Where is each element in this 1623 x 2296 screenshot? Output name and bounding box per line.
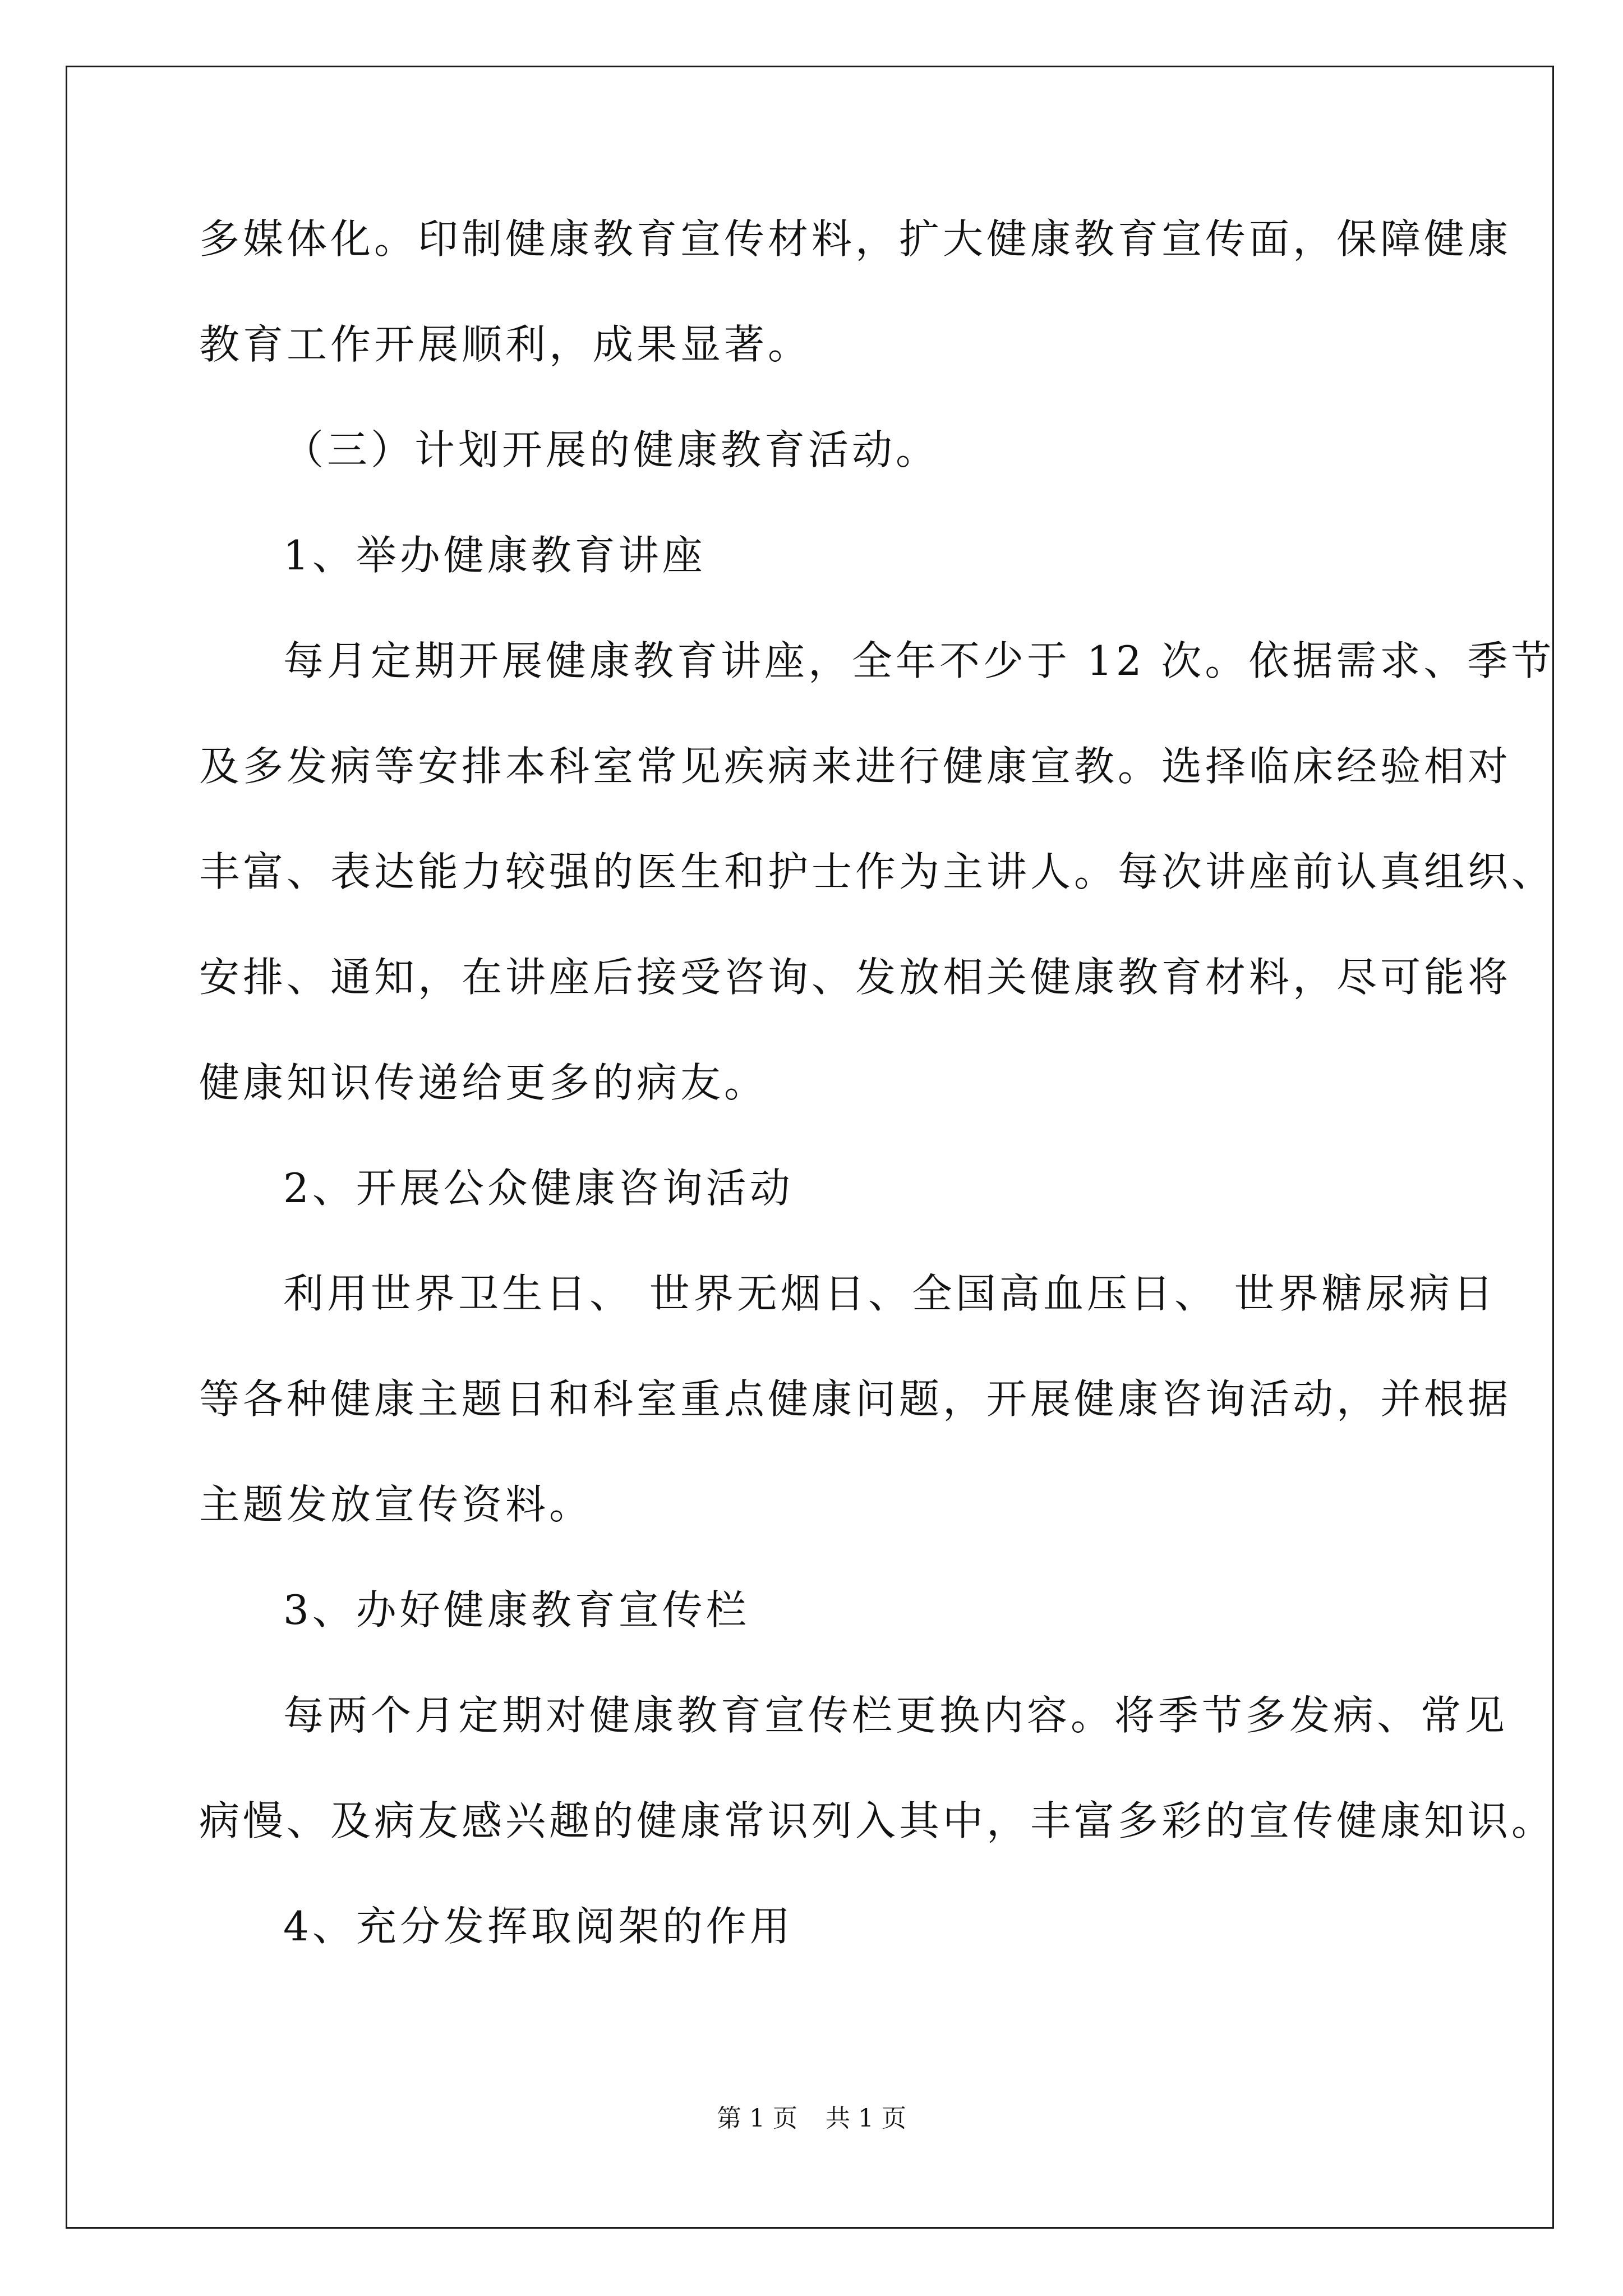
text-line: 主题发放宣传资料。 <box>199 1481 593 1528</box>
section-heading: （三）计划开展的健康教育活动。 <box>283 426 940 473</box>
page-footer <box>0 2105 1623 2133</box>
text-line: 每月定期开展健康教育讲座，全年不少于 12 次。依据需求、季节 <box>283 637 1555 684</box>
text-line: 每两个月定期对健康教育宣传栏更换内容。将季节多发病、常见 <box>283 1692 1509 1739</box>
subsection-heading: 4、充分发挥取阅架的作用 <box>283 1903 794 1950</box>
text-line: 丰富、表达能力较强的医生和护士作为主讲人。每次讲座前认真组织、 <box>199 848 1556 895</box>
text-line: 教育工作开展顺利，成果显著。 <box>199 321 812 368</box>
text-line: 及多发病等安排本科室常见疾病来进行健康宣教。选择临床经验相对 <box>199 743 1512 790</box>
page-total: 共 1 页 <box>826 2104 906 2133</box>
text-line: 等各种健康主题日和科室重点健康问题，开展健康咨询活动，并根据 <box>199 1375 1512 1423</box>
text-line: 多媒体化。印制健康教育宣传材料，扩大健康教育宣传面，保障健康 <box>199 215 1512 263</box>
text-line: 健康知识传递给更多的病友。 <box>199 1059 768 1106</box>
subsection-heading: 2、开展公众健康咨询活动 <box>283 1165 794 1212</box>
subsection-heading: 1、举办健康教育讲座 <box>283 532 706 579</box>
subsection-heading: 3、办好健康教育宣传栏 <box>283 1586 750 1634</box>
text-line: 安排、通知，在讲座后接受咨询、发放相关健康教育材料，尽可能将 <box>199 954 1512 1001</box>
text-line: 利用世界卫生日、 世界无烟日、全国高血压日、 世界糖尿病日 <box>283 1270 1497 1317</box>
text-line: 病慢、及病友感兴趣的健康常识列入其中，丰富多彩的宣传健康知识。 <box>199 1797 1556 1844</box>
page-number: 第 1 页 <box>717 2104 797 2133</box>
